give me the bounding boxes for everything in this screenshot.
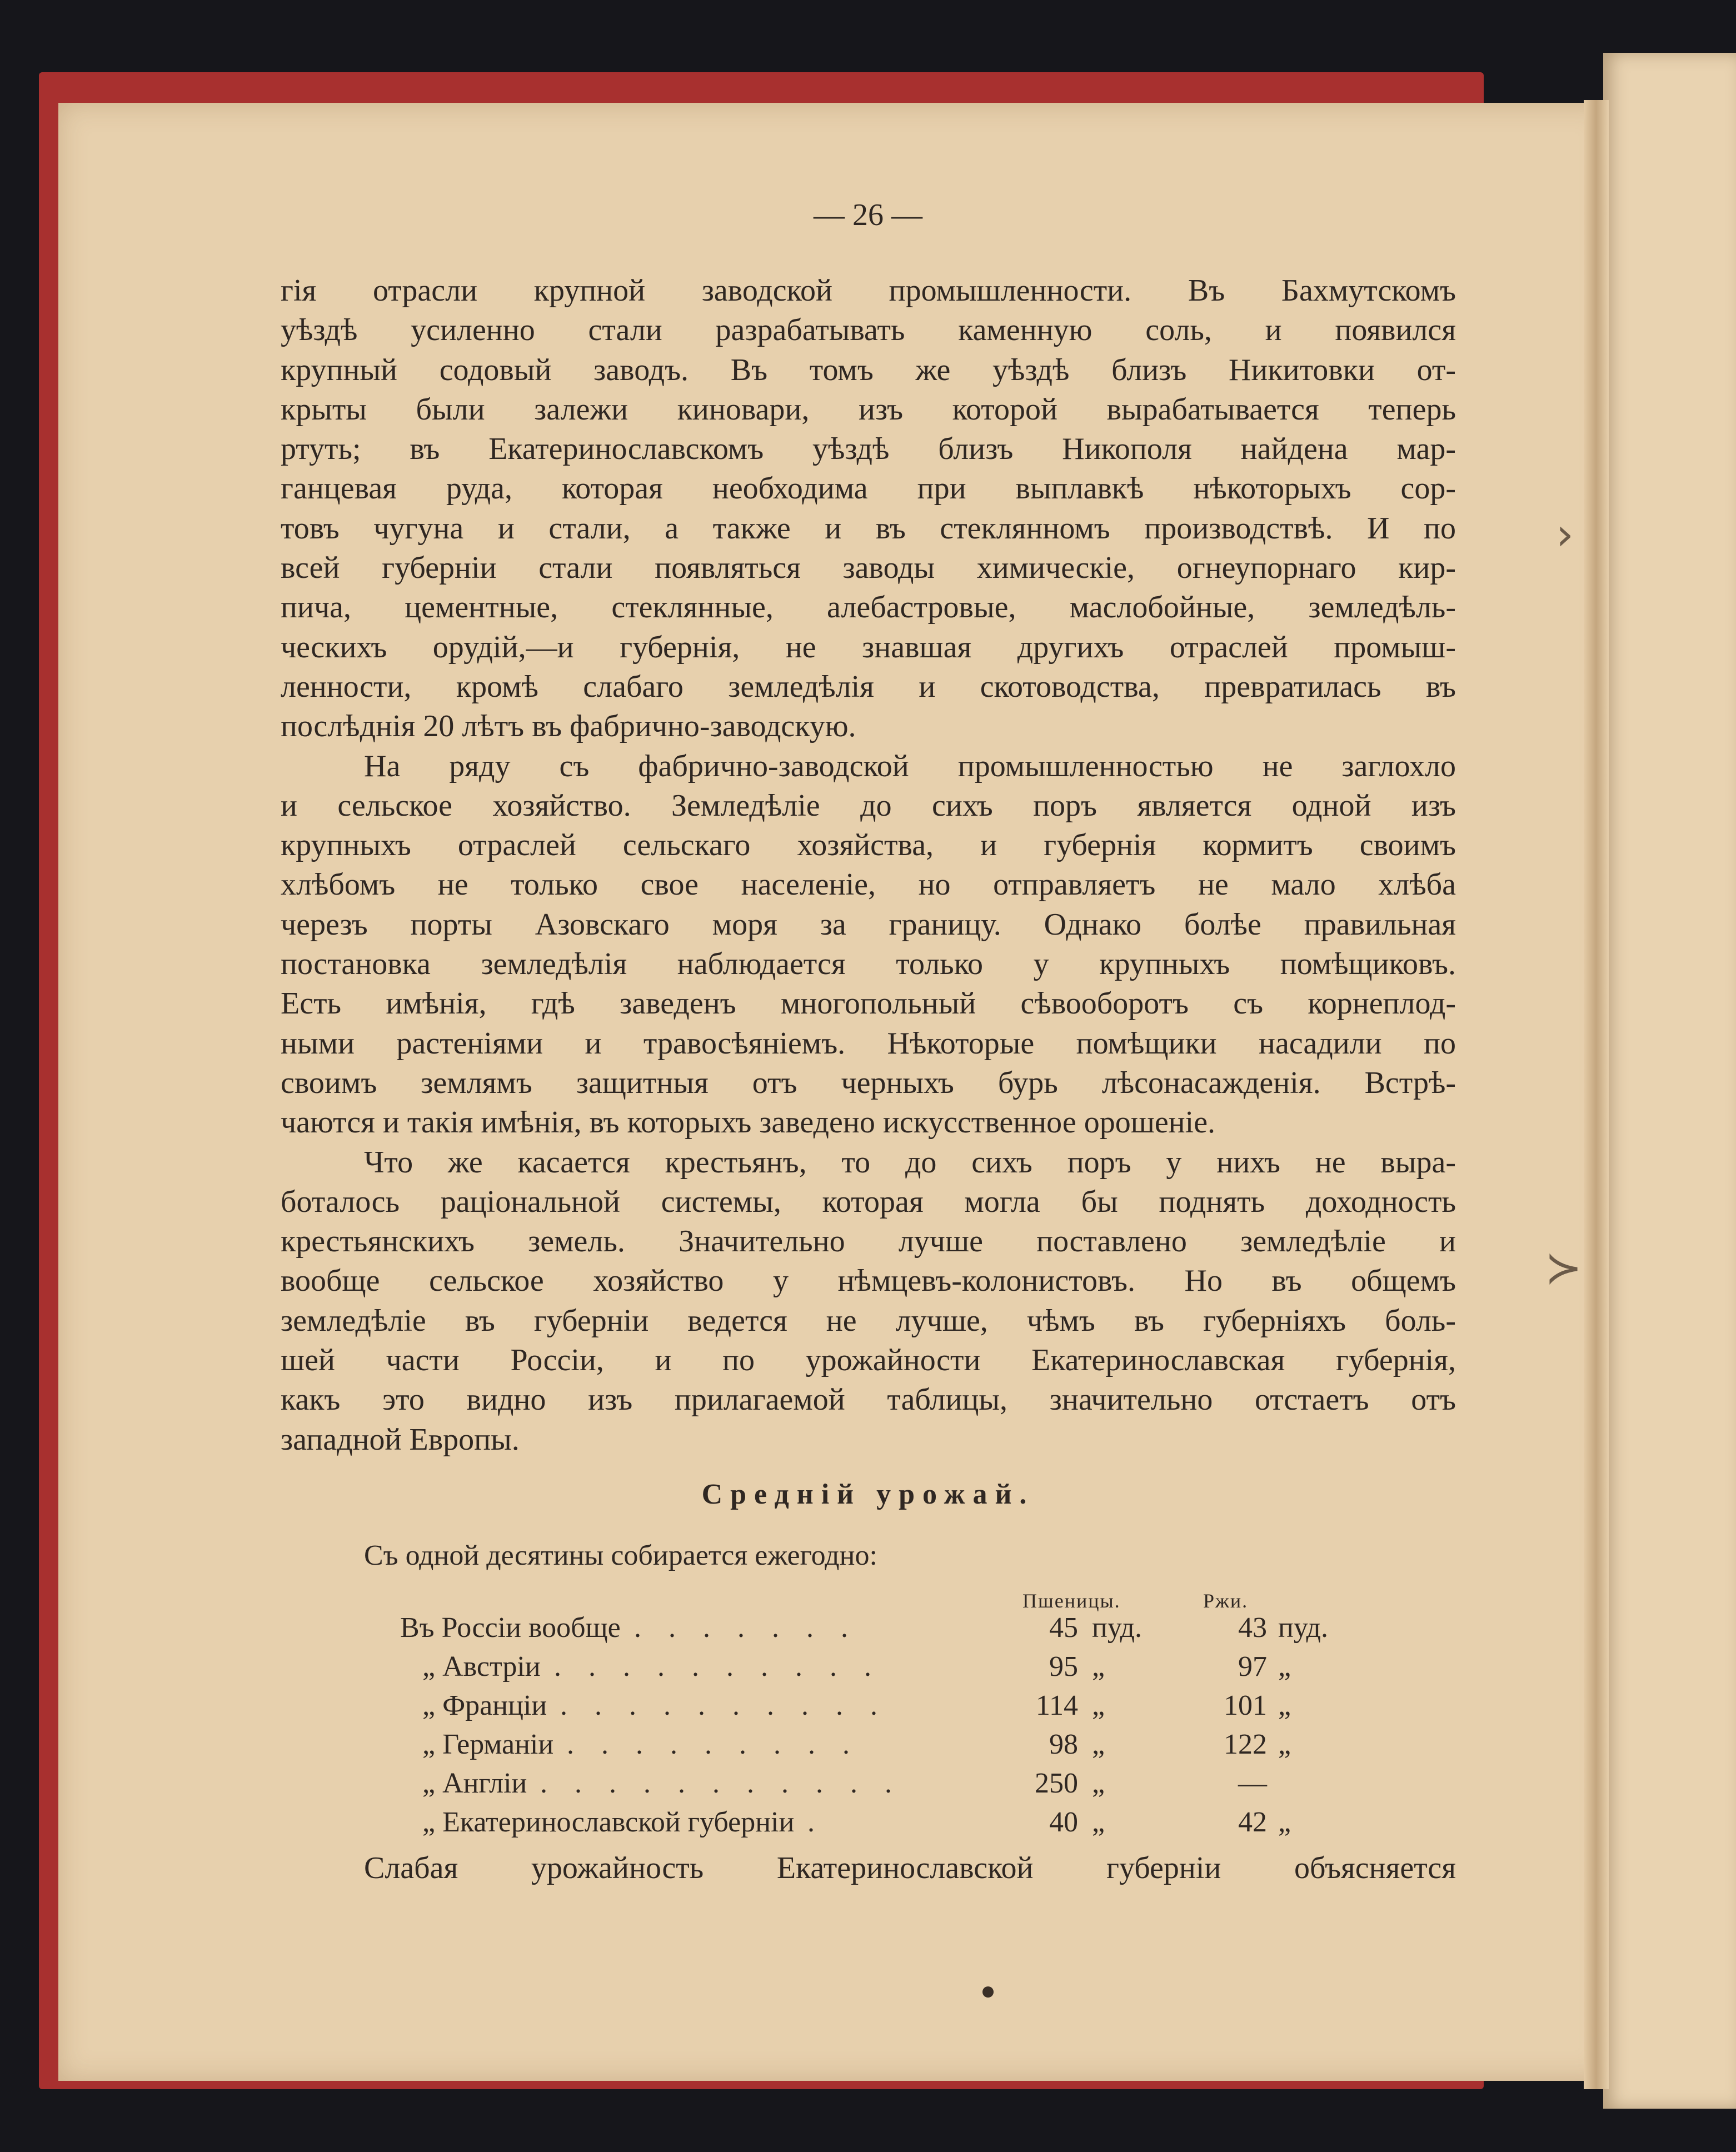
wheat-unit-cell: пуд. <box>1092 1612 1143 1644</box>
dot-leader: . . . . . . . . . <box>567 1729 860 1760</box>
text-line: черезъ порты Азовскаго моря за границу. Однако болѣе правильная <box>281 907 1456 942</box>
dot-leader: . . . . . . . <box>634 1612 858 1644</box>
wheat-unit-cell: „ <box>1092 1806 1105 1838</box>
wheat-cell: 45 <box>1049 1612 1078 1644</box>
dot-leader: . . . . . . . . . . . <box>540 1767 902 1799</box>
text-line: шей части Россіи, и по урожайности Екатеринославская губернія, <box>281 1343 1456 1378</box>
text-line: крестьянскихъ земель. Значительно лучше поставлено земледѣліе и <box>281 1224 1456 1259</box>
text-line: крыты были залежи киновари, изъ которой вырабатывается теперь <box>281 392 1456 427</box>
table-intro: Съ одной десятины собирается ежегодно: <box>364 1540 877 1571</box>
country-cell: „ Екатеринославской губерніи <box>422 1806 795 1838</box>
wheat-cell: 114 <box>1035 1690 1078 1721</box>
text-line: ными растеніями и травосѣяніемъ. Нѣкоторые помѣщики насадили по <box>281 1026 1456 1061</box>
rye-cell: 42 <box>1238 1806 1267 1838</box>
binding-thread-mark-lower: ≻ <box>1545 1242 1583 1294</box>
country-cell: Въ Россіи вообще <box>400 1612 621 1644</box>
binding-thread-mark: › <box>1556 508 1574 560</box>
text-line: какъ это видно изъ прилагаемой таблицы, значительно отстаетъ отъ <box>281 1382 1456 1417</box>
table-row <box>0 1806 1736 1845</box>
column-header-wheat: Пшеницы. <box>1022 1590 1121 1612</box>
wheat-unit-cell: „ <box>1092 1729 1105 1760</box>
text-line: земледѣліе въ губерніи ведется не лучше, чѣмъ въ губерніяхъ боль- <box>281 1303 1456 1338</box>
text-line: и сельское хозяйство. Земледѣліе до сихъ поръ является одной изъ <box>281 788 1456 823</box>
rye-cell: 97 <box>1238 1651 1267 1682</box>
wheat-cell: 95 <box>1049 1651 1078 1682</box>
text-line: крупный содовый заводъ. Въ томъ же уѣздѣ близъ Никитовки от- <box>281 352 1456 387</box>
rye-cell: — <box>1238 1767 1267 1799</box>
wheat-unit-cell: „ <box>1092 1651 1105 1682</box>
text-line: ленности, кромѣ слабаго земледѣлія и скотоводства, превратилась въ <box>281 669 1456 704</box>
text-line: ганцевая руда, которая необходима при выплавкѣ нѣкоторыхъ сор- <box>281 471 1456 506</box>
country-cell: „ Австріи <box>422 1651 541 1682</box>
text-line: ртуть; въ Екатеринославскомъ уѣздѣ близъ Никополя найдена мар- <box>281 432 1456 467</box>
rye-unit-cell: „ <box>1278 1806 1291 1838</box>
wheat-cell: 40 <box>1049 1806 1078 1838</box>
table-heading: Средній урожай. <box>701 1479 1035 1510</box>
text-line: боталось раціональной системы, которая могла бы поднять доходность <box>281 1184 1456 1219</box>
country-cell: „ Германіи <box>422 1729 554 1760</box>
country-cell: „ Франціи <box>422 1690 547 1721</box>
page-number: — 26 — <box>814 198 922 232</box>
text-line: товъ чугуна и стали, а также и въ стеклянномъ производствѣ. И по <box>281 511 1456 546</box>
rye-cell: 122 <box>1224 1729 1267 1760</box>
text-line: хлѣбомъ не только свое населеніе, но отправляетъ не мало хлѣба <box>281 867 1456 902</box>
ink-spot <box>982 1986 994 1998</box>
wheat-cell: 250 <box>1035 1767 1078 1799</box>
text-line: своимъ землямъ защитныя отъ черныхъ бурь лѣсонасажденія. Встрѣ- <box>281 1065 1456 1100</box>
country-cell: „ Англіи <box>422 1767 527 1799</box>
text-line: Есть имѣнія, гдѣ заведенъ многопольный сѣвооборотъ съ корнеплод- <box>281 986 1456 1021</box>
text-line: западной Европы. <box>281 1422 520 1457</box>
text-line: На ряду съ фабрично-заводской промышленностью не заглохло <box>364 748 1456 783</box>
text-line: крупныхъ отраслей сельскаго хозяйства, и губернія кормитъ своимъ <box>281 828 1456 863</box>
rye-unit-cell: „ <box>1278 1729 1291 1760</box>
dot-leader: . <box>807 1806 825 1838</box>
rye-unit-cell: „ <box>1278 1690 1291 1721</box>
text-line: гія отрасли крупной заводской промышленности. Въ Бахмутскомъ <box>281 273 1456 308</box>
rye-cell: 101 <box>1224 1690 1267 1721</box>
dot-leader: . . . . . . . . . . <box>554 1651 881 1682</box>
dot-leader: . . . . . . . . . . <box>560 1690 887 1721</box>
text-line: Что же касается крестьянъ, то до сихъ поръ у нихъ не выра- <box>364 1145 1456 1180</box>
wheat-unit-cell: „ <box>1092 1767 1105 1799</box>
column-header-rye: Ржи. <box>1203 1590 1249 1612</box>
closing-line: Слабая урожайность Екатеринославской губерніи объясняется <box>364 1851 1456 1885</box>
text-line: чаются и такія имѣнія, въ которыхъ заведено искусственное орошеніе. <box>281 1105 1216 1140</box>
text-line: всей губерніи стали появляться заводы химическіе, огнеупорнаго кир- <box>281 551 1456 586</box>
text-line: послѣднія 20 лѣтъ въ фабрично-заводскую. <box>281 709 856 744</box>
text-line: пича, цементные, стеклянные, алебастровые, маслобойные, земледѣль- <box>281 590 1456 625</box>
wheat-unit-cell: „ <box>1092 1690 1105 1721</box>
rye-unit-cell: пуд. <box>1278 1612 1329 1644</box>
table-row <box>0 1611 1736 1650</box>
body-text <box>281 271 1456 1460</box>
text-line: постановка земледѣлія наблюдается только у крупныхъ помѣщиковъ. <box>281 947 1456 982</box>
rye-cell: 43 <box>1238 1612 1267 1644</box>
text-line: ческихъ орудій,—и губернія, не знавшая другихъ отраслей промыш- <box>281 630 1456 665</box>
table-row <box>0 1767 1736 1806</box>
text-line: вообще сельское хозяйство у нѣмцевъ-колонистовъ. Но въ общемъ <box>281 1264 1456 1299</box>
wheat-cell: 98 <box>1049 1729 1078 1760</box>
table-row <box>0 1650 1736 1689</box>
rye-unit-cell: „ <box>1278 1651 1291 1682</box>
text-line: уѣздѣ усиленно стали разрабатывать каменную соль, и появился <box>281 313 1456 348</box>
table-row <box>0 1689 1736 1728</box>
table-row <box>0 1728 1736 1767</box>
